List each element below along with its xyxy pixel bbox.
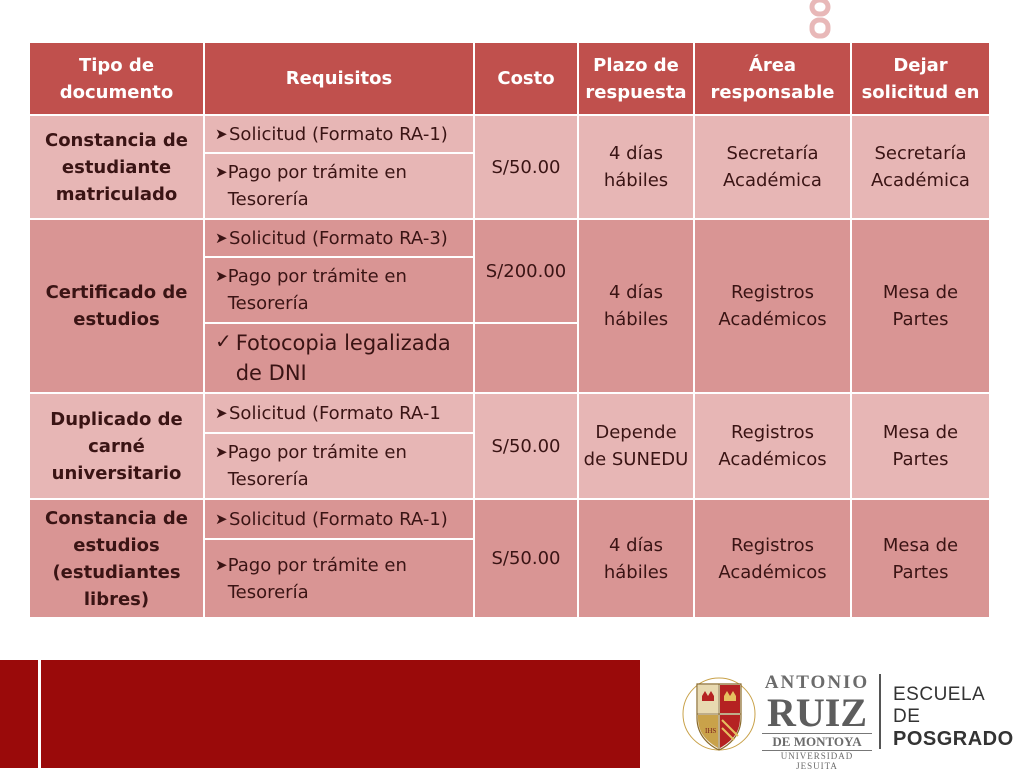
requirements-table [28, 41, 991, 619]
cell-empty [474, 323, 578, 393]
arrow-bullet-icon: ➤ [215, 124, 228, 143]
cell-requisito: ✓ Fotocopia legalizada de DNI [204, 323, 474, 393]
cell-dejar: Secretaría Académica [851, 115, 990, 219]
cell-dejar: Mesa de Partes [851, 393, 990, 499]
arrow-bullet-icon: ➤ [215, 267, 228, 285]
header-tipo: Tipo de documento [29, 42, 204, 115]
cell-tipo: Certificado de estudios [29, 219, 204, 393]
school-line-1: ESCUELA DE [893, 684, 985, 727]
logo-ruiz: RUIZ [766, 690, 868, 735]
arrow-bullet-icon: ➤ [215, 163, 228, 181]
cell-plazo: 4 días hábiles [578, 499, 694, 618]
cell-requisito: ➤ Solicitud (Formato RA-1) [204, 115, 474, 153]
arrow-bullet-icon: ➤ [215, 403, 228, 422]
cell-tipo: Constancia de estudiante matriculado [29, 115, 204, 219]
cell-requisito: ➤ Pago por trámite en Tesorería [204, 257, 474, 323]
cell-requisito: ➤ Solicitud (Formato RA-1) [204, 499, 474, 539]
university-logo [680, 668, 1014, 771]
table-header-row [29, 42, 990, 115]
header-plazo: Plazo de respuesta [578, 42, 694, 115]
shield-emblem-icon [680, 674, 758, 758]
header-dejar: Dejar solicitud en [851, 42, 990, 115]
arrow-bullet-icon: ➤ [215, 443, 228, 461]
cell-costo: S/50.00 [474, 393, 578, 499]
cell-area: Secretaría Académica [694, 115, 851, 219]
cell-requisito: ➤ Pago por trámite en Tesorería [204, 539, 474, 618]
cell-tipo: Constancia de estudios (estudiantes libres) [29, 499, 204, 618]
school-line-2: POSGRADO [893, 728, 1014, 750]
logo-montoya: DE MONTOYA [762, 733, 872, 751]
arrow-bullet-icon: ➤ [215, 555, 228, 574]
cell-tipo: Duplicado de carné universitario [29, 393, 204, 499]
cell-area: Registros Académicos [694, 219, 851, 393]
logo-jesuita: UNIVERSIDAD JESUITA [780, 751, 854, 771]
cell-requisito: ➤ Solicitud (Formato RA-3) [204, 219, 474, 257]
cell-dejar: Mesa de Partes [851, 219, 990, 393]
arrow-bullet-icon: ➤ [215, 509, 228, 528]
cell-dejar: Mesa de Partes [851, 499, 990, 618]
cell-plazo: 4 días hábiles [578, 219, 694, 393]
footer-stripe [38, 660, 41, 768]
table-row [29, 219, 990, 257]
cell-costo: S/50.00 [474, 499, 578, 618]
cell-requisito: ➤ Pago por trámite en Tesorería [204, 433, 474, 499]
header-requisitos: Requisitos [204, 42, 474, 115]
header-costo: Costo [474, 42, 578, 115]
chain-link-decoration [808, 0, 832, 40]
checkmark-icon: ✓ [215, 329, 232, 353]
cell-area: Registros Académicos [694, 393, 851, 499]
svg-text:IHS: IHS [705, 727, 717, 735]
cell-area: Registros Académicos [694, 499, 851, 618]
table-row [29, 499, 990, 539]
cell-plazo: 4 días hábiles [578, 115, 694, 219]
header-area: Área responsable [694, 42, 851, 115]
cell-requisito: ➤ Pago por trámite en Tesorería [204, 153, 474, 219]
arrow-bullet-icon: ➤ [215, 228, 228, 247]
logo-divider [879, 674, 881, 749]
cell-costo: S/200.00 [474, 219, 578, 323]
cell-requisito: ➤ Solicitud (Formato RA-1 [204, 393, 474, 433]
table-row [29, 115, 990, 153]
table-row [29, 393, 990, 433]
footer-band [0, 660, 640, 768]
logo-antonio: ANTONIO [764, 672, 870, 693]
cell-costo: S/50.00 [474, 115, 578, 219]
cell-plazo: Depende de SUNEDU [578, 393, 694, 499]
